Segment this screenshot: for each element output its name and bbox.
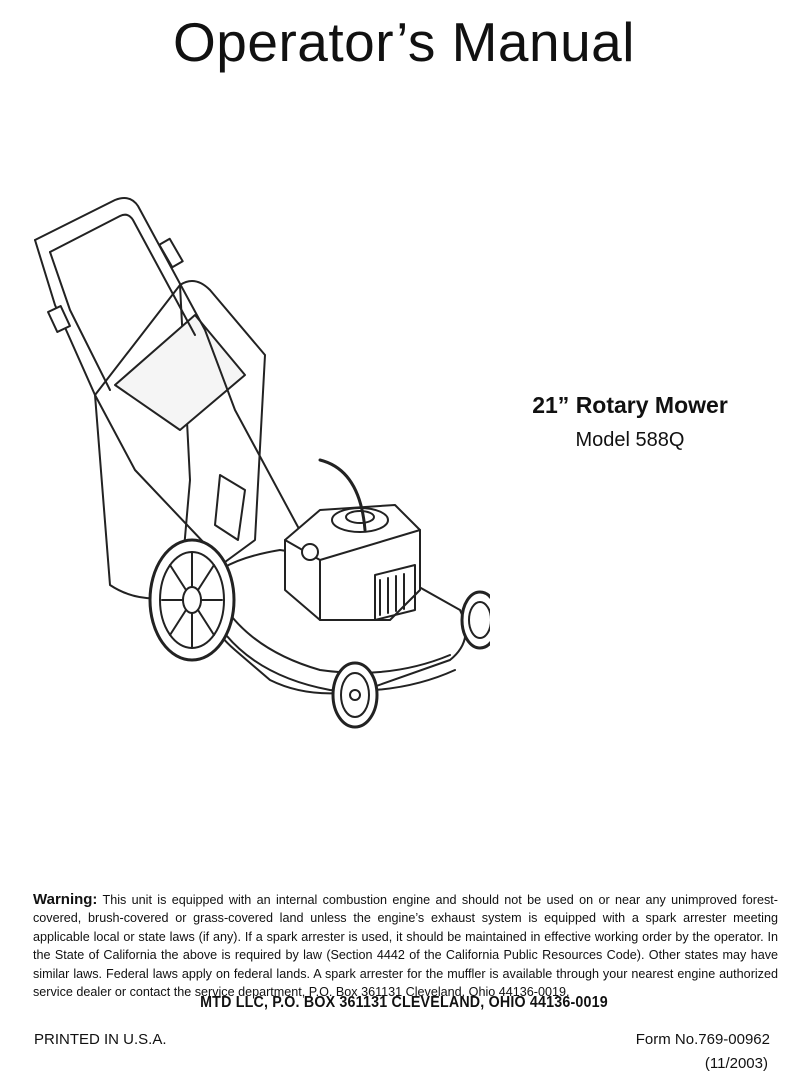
product-info (480, 392, 780, 452)
product-name: 21” Rotary Mower (532, 392, 728, 418)
form-date: (11/2003) (704, 1055, 768, 1072)
model-number: Model 588Q (575, 429, 685, 451)
lawn-mower-illustration (20, 180, 490, 740)
company-address: MTD LLC, P.O. BOX 361131 CLEVELAND, OHIO 44136-0019 (200, 994, 608, 1011)
printed-in-label: PRINTED IN U.S.A. (34, 1031, 167, 1048)
warning-paragraph (33, 891, 778, 1001)
form-number: Form No.769-00962 (635, 1031, 770, 1048)
page-title: Operator’s Manual (173, 11, 635, 73)
warning-text: This unit is equipped with an internal combustion engine and should not be used on or near any unimproved forest-covered, brush-covered or grass-covered land unless the engine’s exhaust system is equipped with a spark arrester meeting applicable local or state laws (if any). If a spark arrester is used, it should be maintained in effective working order by the operator. In the State of California the above is required by law (Section 4442 of the California Public Resources Code). Other states may have similar laws. Federal laws apply on federal lands. A spark arrester for the muffler is available through your nearest engine authorized service dealer or contact the service department, P.O. Box 361131 Cleveland, Ohio 44136-0019. (33, 893, 778, 1000)
warning-label: Warning: (33, 891, 98, 908)
